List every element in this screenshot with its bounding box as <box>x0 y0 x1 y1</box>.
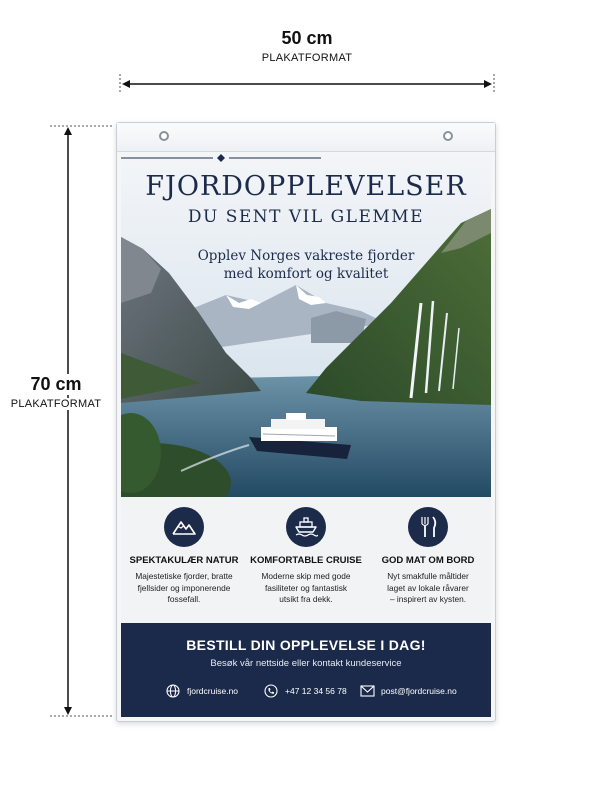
hanging-hole-left <box>159 131 169 141</box>
feature-description <box>247 571 365 606</box>
height-label: PLAKATFORMAT <box>0 398 112 410</box>
email-text: post@fjordcruise.no <box>381 686 457 696</box>
poster <box>121 153 491 717</box>
feature-description <box>369 571 487 606</box>
phone-text: +47 12 34 56 78 <box>285 686 347 696</box>
globe-icon <box>165 683 181 699</box>
feature-title: KOMFORTABLE CRUISE <box>250 555 362 566</box>
contact-website <box>165 681 238 701</box>
tagline-line-1: Opplev Norges vakreste fjorder <box>197 248 415 264</box>
feature-title: GOD MAT OM BORD <box>381 555 475 566</box>
contact-email <box>359 681 457 701</box>
feature-line: Majestetiske fjorder, bratte <box>135 571 233 581</box>
contact-phone <box>263 681 347 701</box>
feature-line: fasiliteter og fantastisk <box>264 582 348 593</box>
fjord-landscape-image <box>121 153 491 497</box>
frame-top-strip <box>117 123 495 152</box>
cta-section <box>121 623 491 717</box>
feature-description <box>125 571 243 606</box>
title-divider <box>121 153 321 163</box>
cutlery-icon <box>408 507 448 547</box>
poster-tagline <box>121 247 491 283</box>
tagline-line-2: med komfort og kvalitet <box>223 266 389 282</box>
features-section <box>121 497 491 623</box>
width-label: PLAKATFORMAT <box>261 52 353 64</box>
feature-line: Moderne skip med gode <box>261 571 351 581</box>
width-value: 50 cm <box>281 28 333 48</box>
feature-title: SPEKTAKULÆR NATUR <box>129 555 239 566</box>
feature-food <box>369 507 487 606</box>
height-arrow <box>50 122 112 720</box>
feature-line: fossefall. <box>167 594 201 604</box>
poster-title: FJORDOPPLEVELSER <box>145 171 467 202</box>
width-dimension <box>118 26 496 96</box>
envelope-icon <box>359 683 375 699</box>
feature-cruise <box>247 507 365 606</box>
hanging-hole-right <box>443 131 453 141</box>
feature-nature <box>125 507 243 606</box>
feature-line: Nyt smakfulle måltider <box>387 571 469 581</box>
hero-section <box>121 153 491 497</box>
feature-line: fjellsider og imponerende <box>137 582 231 593</box>
feature-line: – inspirert av kysten. <box>389 594 467 604</box>
feature-line: laget av lokale råvarer <box>387 582 469 593</box>
ship-icon <box>286 507 326 547</box>
mountain-icon <box>164 507 204 547</box>
phone-icon <box>263 683 279 699</box>
website-text: fjordcruise.no <box>187 686 239 696</box>
poster-subtitle: DU SENT VIL GLEMME <box>187 207 425 227</box>
cta-title: BESTILL DIN OPPLEVELSE I DAG! <box>186 637 426 653</box>
poster-frame <box>116 122 496 722</box>
height-dimension <box>0 122 112 720</box>
height-value: 70 cm <box>0 374 112 395</box>
cta-subtitle: Besøk vår nettside eller kontakt kundeservice <box>210 658 402 669</box>
feature-line: utsikt fra dekk. <box>279 594 333 604</box>
width-arrow <box>118 66 496 96</box>
